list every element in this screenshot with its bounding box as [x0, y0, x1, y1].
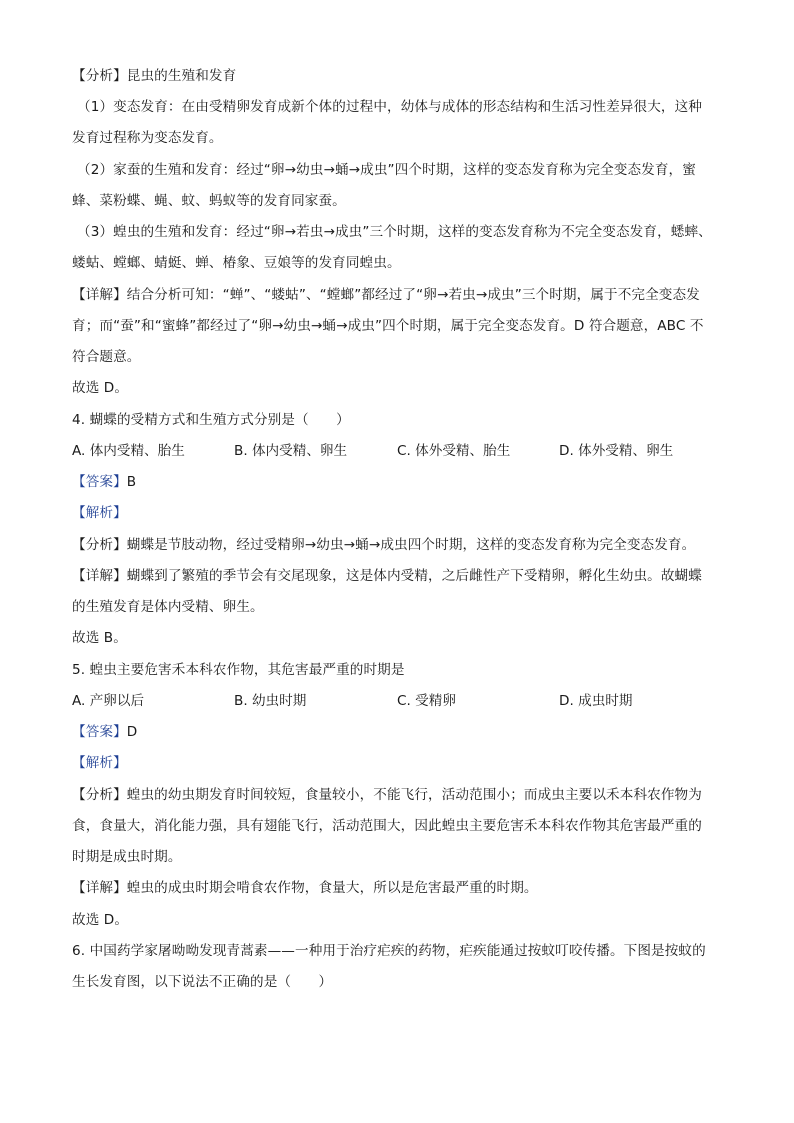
- question-4-detail-cont: 的生殖发育是体内受精、卵生。: [72, 599, 264, 615]
- option-b: B. 幼虫时期: [234, 693, 307, 709]
- answer-tag: 【答案】: [72, 474, 127, 490]
- option-d: D. 成虫时期: [559, 693, 633, 709]
- detail-line-2: 育；而“蚕”和“蜜蜂”都经过了“卵→幼虫→蛹→成虫”四个时期，属于完全变态发育。D 符合题意，ABC 不: [72, 318, 704, 334]
- question-5-analysis-cont-2: 时期是成虫时期。: [72, 849, 182, 865]
- question-5-detail: [72, 878, 722, 898]
- question-5-analysis: [72, 785, 722, 805]
- analysis-heading: 【分析】昆虫的生殖和发育: [72, 68, 237, 84]
- option-d: D. 体外受精、卵生: [559, 443, 674, 459]
- detail-text: 蝗虫的成虫时期会啃食农作物，食量大，所以是危害最严重的时期。: [126, 880, 538, 896]
- answer-value: B: [126, 474, 137, 490]
- question-6: 6. 中国药学家屠呦呦发现青蒿素——一种用于治疗疟疾的药物，疟疾能通过按蚊叮咬传播。下图是按蚊的: [72, 943, 706, 959]
- question-4: 4. 蝴蝶的受精方式和生殖方式分别是（ ）: [72, 412, 350, 428]
- option-a: A. 体内受精、胎生: [72, 443, 185, 459]
- analysis-point-3-cont: 蝼蛄、螳螂、蜻蜓、蝉、椿象、豆娘等的发育同蝗虫。: [72, 255, 401, 271]
- option-a: A. 产卵以后: [72, 693, 145, 709]
- analysis-point-2: （2）家蚕的生殖和发育：经过“卵→幼虫→蛹→成虫”四个时期，这样的变态发育称为完全变态发育，蜜: [77, 162, 696, 178]
- analysis-point-3: （3）蝗虫的生殖和发育：经过“卵→若虫→成虫”三个时期，这样的变态发育称为不完全变态发育，蟋蟀、: [77, 224, 712, 240]
- question-5-choose: 故选 D。: [72, 912, 129, 928]
- analysis-text: 蝴蝶是节肢动物，经过受精卵→幼虫→蛹→成虫四个时期，这样的变态发育称为完全变态发育。: [126, 537, 696, 553]
- jiexi-tag: 【解析】: [72, 755, 127, 771]
- detail-text: 蝴蝶到了繁殖的季节会有交尾现象，这是体内受精，之后雌性产下受精卵，孵化生幼虫。故蝴蝶: [126, 568, 702, 584]
- answer-tag: 【答案】: [72, 724, 127, 740]
- question-4-detail: [72, 566, 722, 586]
- analysis-point-1: （1）变态发育：在由受精卵发育成新个体的过程中，幼体与成体的形态结构和生活习性差异很大，这种: [77, 99, 702, 115]
- question-5: 5. 蝗虫主要危害禾本科农作物，其危害最严重的时期是: [72, 662, 405, 678]
- detail-line-3: 符合题意。: [72, 349, 141, 365]
- answer-value: D: [126, 724, 138, 740]
- question-4-analysis: [72, 535, 722, 555]
- analysis-point-2-cont: 蜂、菜粉蝶、蝇、蚊、蚂蚁等的发育同家蚕。: [72, 193, 346, 209]
- question-6-cont: 生长发育图，以下说法不正确的是（ ）: [72, 974, 333, 990]
- question-5-analysis-cont-1: 食，食量大，消化能力强，具有翅能飞行，活动范围大，因此蝗虫主要危害禾本科农作物其危害最严重的: [72, 818, 702, 834]
- question-4-choose: 故选 B。: [72, 630, 127, 646]
- jiexi-tag: 【解析】: [72, 505, 127, 521]
- question-4-jiexi: [72, 503, 722, 523]
- question-4-answer: [72, 472, 722, 492]
- question-5-answer: [72, 722, 722, 742]
- detail-tag: 【详解】: [72, 568, 127, 584]
- choose-line: 故选 D。: [72, 380, 129, 396]
- analysis-tag: 【分析】: [72, 537, 127, 553]
- option-c: C. 体外受精、胎生: [397, 443, 511, 459]
- option-b: B. 体内受精、卵生: [234, 443, 348, 459]
- option-c: C. 受精卵: [397, 693, 456, 709]
- analysis-text: 蝗虫的幼虫期发育时间较短，食量较小，不能飞行，活动范围小；而成虫主要以禾本科农作物为: [126, 787, 702, 803]
- detail-tag: 【详解】: [72, 880, 127, 896]
- analysis-point-1-cont: 发育过程称为变态发育。: [72, 130, 223, 146]
- question-5-jiexi: [72, 753, 722, 773]
- analysis-tag: 【分析】: [72, 787, 127, 803]
- detail-line-1: 【详解】结合分析可知：“蝉”、“蝼蛄”、“螳螂”都经过了“卵→若虫→成虫”三个时期，属于不完全变态发: [72, 287, 700, 303]
